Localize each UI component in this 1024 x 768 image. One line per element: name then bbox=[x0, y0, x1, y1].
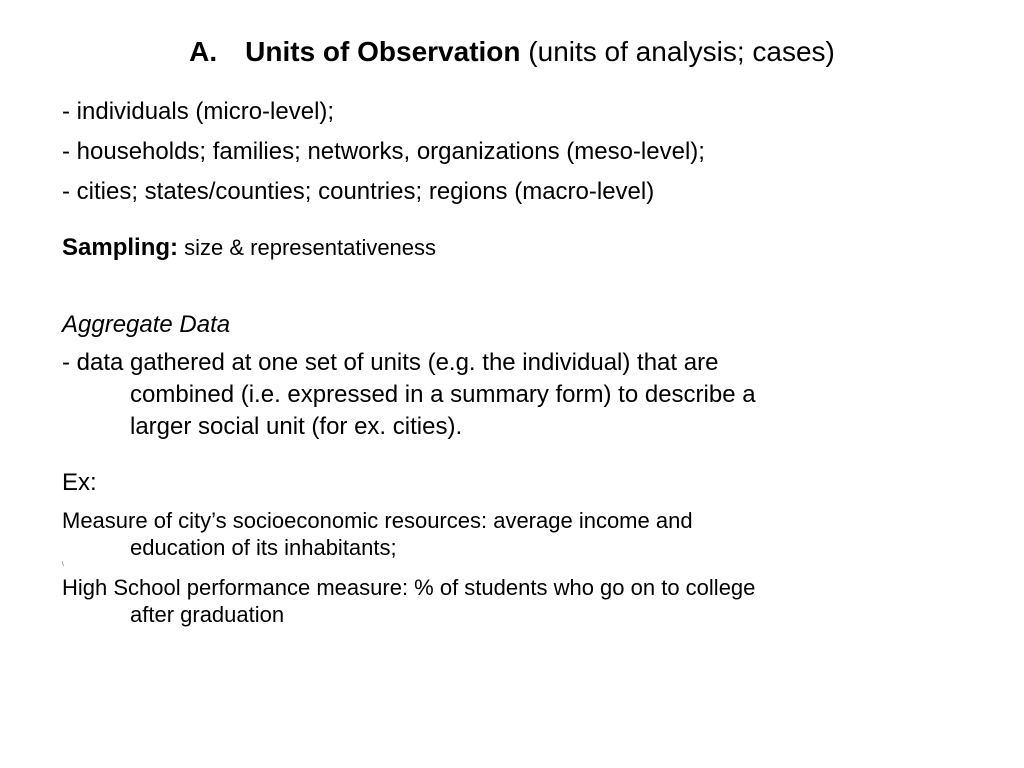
unit-item-meso: - households; families; networks, organizations (meso-level); bbox=[62, 138, 705, 165]
title-letter: A. bbox=[189, 36, 218, 67]
example-city-line-1: Measure of city’s socioeconomic resources: average income and bbox=[62, 508, 693, 533]
title-main: Units of Observation bbox=[245, 36, 521, 67]
aggregate-heading: Aggregate Data bbox=[62, 311, 231, 338]
bullet-artifact: \ bbox=[62, 562, 64, 568]
example-school-line-2: after graduation bbox=[130, 602, 285, 627]
title-subtitle: (units of analysis; cases) bbox=[520, 36, 835, 67]
example-item-school bbox=[62, 574, 962, 628]
unit-item-macro: - cities; states/counties; countries; regions (macro-level) bbox=[62, 178, 655, 205]
examples-heading: Ex: bbox=[62, 469, 97, 496]
sampling-label: Sampling: bbox=[62, 234, 179, 261]
example-school-line-1: High School performance measure: % of students who go on to college bbox=[62, 575, 756, 600]
sampling-text: size & representativeness bbox=[178, 235, 437, 260]
aggregate-line-2: combined (i.e. expressed in a summary form) to describe a bbox=[130, 381, 756, 408]
aggregate-definition bbox=[62, 347, 962, 443]
slide-title bbox=[0, 36, 1024, 68]
unit-item-micro: - individuals (micro-level); bbox=[62, 98, 335, 125]
aggregate-line-1: - data gathered at one set of units (e.g. the individual) that are bbox=[62, 349, 719, 376]
sampling-line bbox=[62, 234, 436, 262]
example-item-city bbox=[62, 507, 962, 561]
example-city-line-2: education of its inhabitants; bbox=[130, 535, 397, 560]
aggregate-line-3: larger social unit (for ex. cities). bbox=[130, 413, 463, 440]
